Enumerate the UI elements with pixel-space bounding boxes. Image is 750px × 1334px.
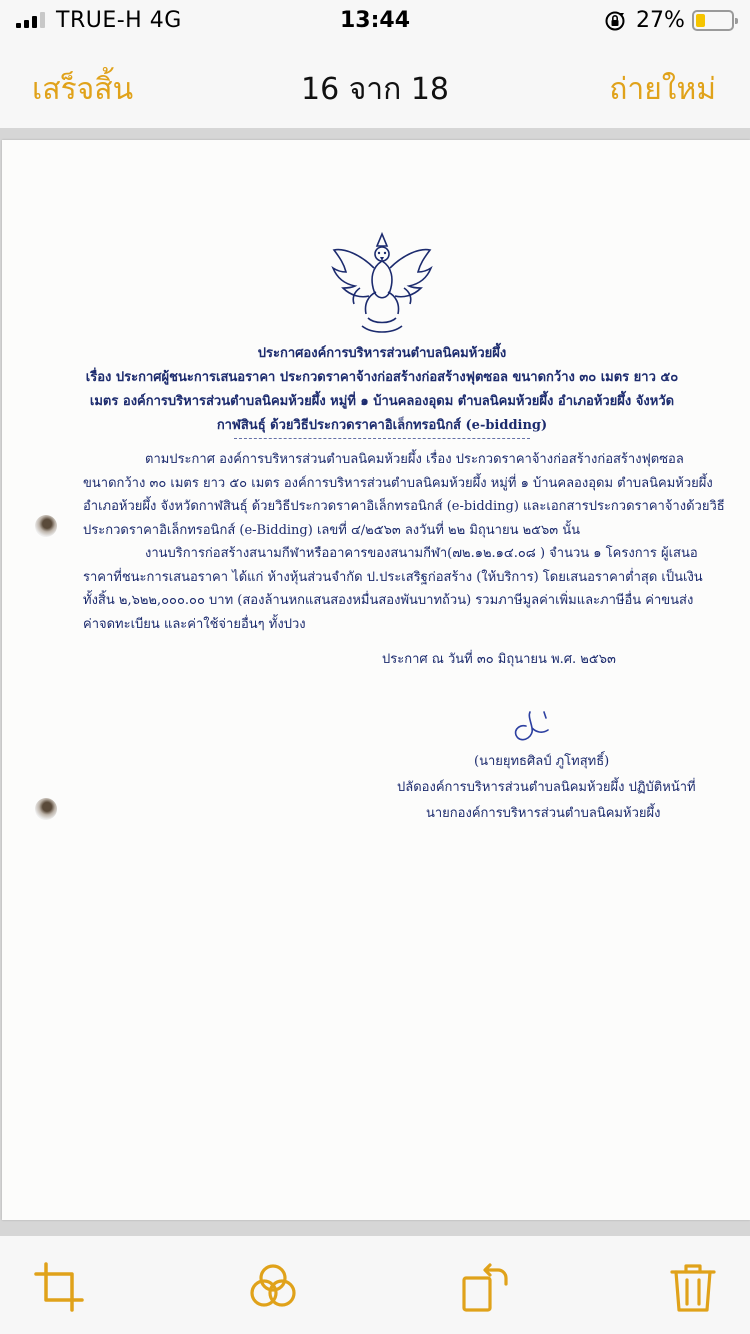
heading-line: เมตร องค์การบริหารส่วนตำบลนิคมห้วยผึ้ง หมู่ที่ ๑ บ้านคลองอุดม ตำบลนิคมห้วยผึ้ง อำเภอห้วยผึ้ง จังหวัด	[89, 394, 675, 409]
body-line: ทั้งสิ้น ๒,๖๒๒,๐๐๐.๐๐ บาท (สองล้านหกแสนสองหมื่นสองพันบาทถ้วน) รวมภาษีมูลค่าเพิ่มและภาษีอื่น ค่าขนส่ง	[83, 593, 694, 608]
garuda-emblem-icon	[330, 228, 434, 336]
status-time: 13:44	[339, 8, 411, 33]
body-line: ขนาดกว้าง ๓๐ เมตร ยาว ๕๐ เมตร องค์การบริหารส่วนตำบลนิคมห้วยผึ้ง หมู่ที่ ๑ บ้านคลองอุดม ตำบลนิคมห้วยผึ้ง	[83, 475, 713, 491]
trash-icon[interactable]	[666, 1260, 720, 1314]
battery-icon	[692, 10, 734, 31]
body-line: ประกวดราคาอิเล็กทรอนิกส์ (e-Bidding) เลขที่ ๔/๒๕๖๓ ลงวันที่ ๒๒ มิถุนายน ๒๕๖๓ นั้น	[83, 522, 581, 538]
signature-mark	[504, 708, 556, 746]
body-line: อำเภอห้วยผึ้ง จังหวัดกาฬสินธุ์ ด้วยวิธีประกวดราคาอิเล็กทรอนิกส์ (e-bidding) และเอกสารประกวดราคาจ้างด้วยวิธี	[83, 499, 725, 514]
scanned-document-page	[2, 140, 750, 1220]
carrier-label: TRUE-H 4G	[56, 8, 182, 33]
battery-percent: 27%	[636, 8, 685, 33]
heading-line: ประกาศองค์การบริหารส่วนตำบลนิคมห้วยผึ้ง	[257, 346, 507, 361]
crop-icon[interactable]	[32, 1260, 86, 1314]
bottom-toolbar	[0, 1236, 750, 1334]
rotate-icon[interactable]	[458, 1260, 512, 1314]
signer-name: (นายยุทธศิลป์ ภูโทสุทธิ์)	[474, 754, 610, 769]
filter-icon[interactable]	[246, 1260, 300, 1314]
orientation-lock-icon	[604, 10, 626, 32]
page-indicator: 16 จาก 18	[300, 72, 449, 107]
heading-line: กาฬสินธุ์ ด้วยวิธีประกวดราคาอิเล็กทรอนิกส์ (e-bidding)	[216, 418, 548, 433]
document-body	[83, 448, 723, 636]
done-button[interactable]: เสร็จสิ้น	[32, 72, 134, 107]
punch-hole	[35, 515, 57, 537]
nav-bar	[0, 40, 750, 128]
body-line: ค่าจดทะเบียน และค่าใช้จ่ายอื่นๆ ทั้งปวง	[83, 616, 306, 632]
status-bar	[0, 0, 750, 40]
announce-date: ประกาศ ณ วันที่ ๓๐ มิถุนายน พ.ศ. ๒๕๖๓	[382, 652, 616, 667]
body-line: งานบริการก่อสร้างสนามกีฬาหรืออาคารของสนามกีฬา(๗๒.๑๒.๑๔.๐๘ ) จำนวน ๑ โครงการ ผู้เสนอ	[145, 546, 698, 561]
body-line: ตามประกาศ องค์การบริหารส่วนตำบลนิคมห้วยผึ้ง เรื่อง ประกวดราคาจ้างก่อสร้างก่อสร้างฟุตซอล	[145, 452, 684, 467]
body-line: ราคาที่ชนะการเสนอราคา ได้แก่ ห้างหุ้นส่วนจำกัด ป.ประเสริฐก่อสร้าง (ให้บริการ) โดยเสนอราคาต่ำสุด เป็นเงิน	[83, 569, 703, 585]
scan-preview[interactable]	[0, 128, 750, 1236]
heading-line: เรื่อง ประกาศผู้ชนะการเสนอราคา ประกวดราคาจ้างก่อสร้างก่อสร้างฟุตซอล ขนาดกว้าง ๓๐ เมตร ยาว ๕๐	[85, 370, 679, 385]
punch-hole	[35, 798, 57, 820]
heading-divider	[234, 438, 530, 439]
signer-title: นายกองค์การบริหารส่วนตำบลนิคมห้วยผึ้ง	[426, 806, 661, 821]
signer-title: ปลัดองค์การบริหารส่วนตำบลนิคมห้วยผึ้ง ปฏิบัติหน้าที่	[397, 780, 696, 795]
document-heading	[42, 342, 722, 438]
retake-button[interactable]: ถ่ายใหม่	[609, 72, 716, 107]
